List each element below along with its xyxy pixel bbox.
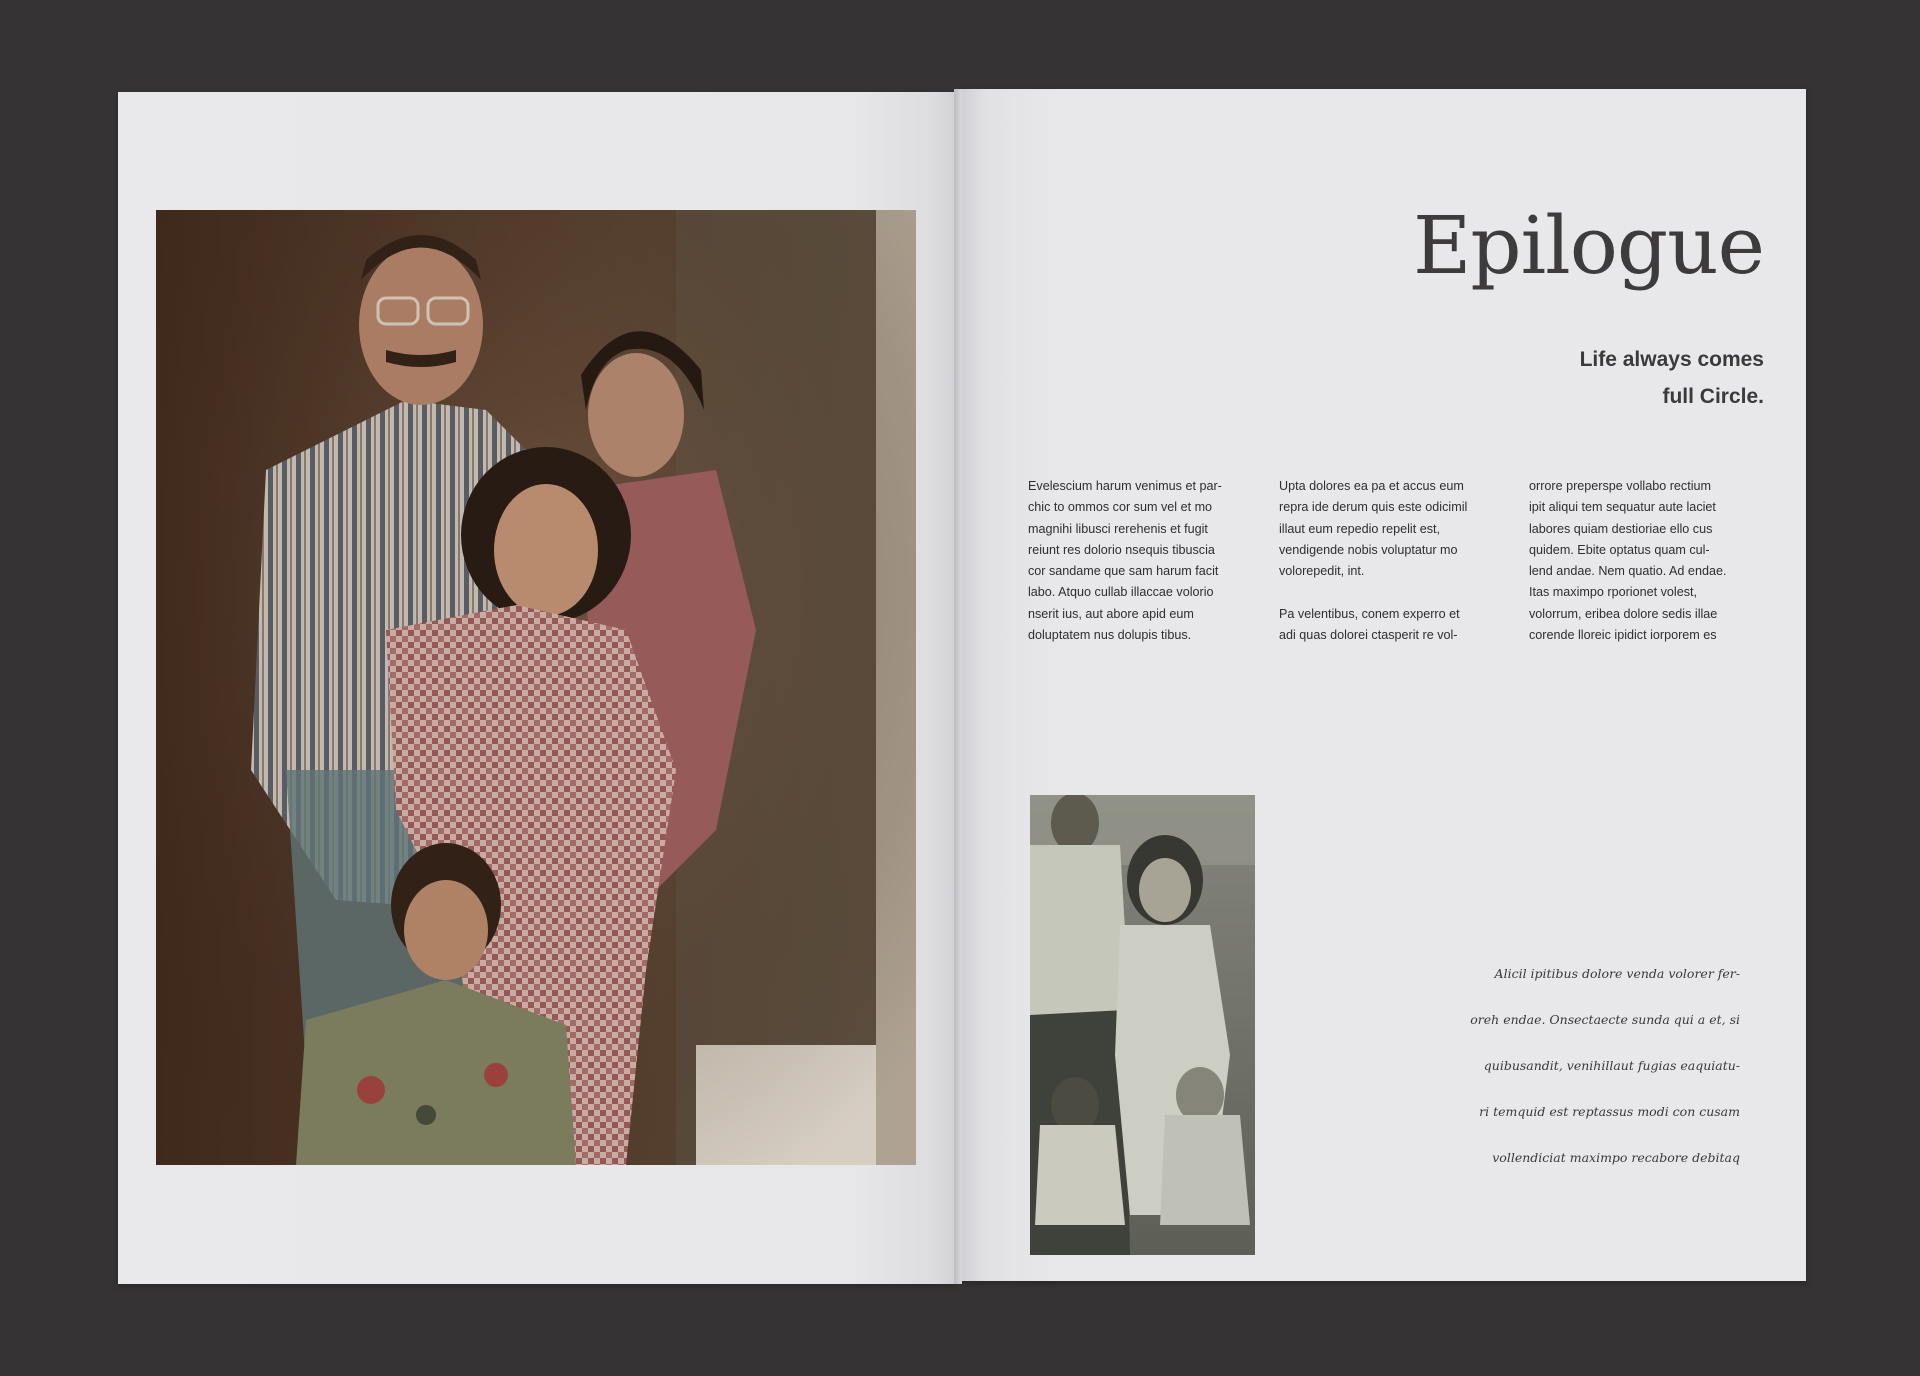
text-line: magnihi libusci rerehenis et fugit (1028, 521, 1208, 536)
text-column-3 (1529, 476, 1761, 646)
text-line: reiunt res dolorio nsequis tibuscia (1028, 542, 1215, 557)
text-line: lend andae. Nem quatio. Ad endae. (1529, 564, 1727, 579)
magazine-spread (118, 92, 1806, 1284)
text-line: Itas maximpo rporionet volest, (1529, 585, 1697, 600)
quote-line: Alicil ipitibus dolore venda volorer fer- (1494, 966, 1740, 981)
family-photo (156, 210, 916, 1165)
text-line: Upta dolores ea pa et accus eum (1279, 479, 1464, 493)
subtitle-line-2: full Circle. (1662, 385, 1764, 408)
left-page (118, 92, 956, 1284)
page-title: Epilogue (1412, 199, 1764, 292)
pull-quote (1440, 951, 1740, 1181)
right-page (960, 89, 1806, 1281)
text-line: volorrum, eribea dolore sedis illae (1529, 606, 1718, 621)
text-line: cor sandame que sam harum facit (1028, 564, 1219, 579)
text-line: adi quas dolorei ctasperit re vol- (1279, 628, 1458, 643)
text-line: labores quiam destioriae ello cus (1529, 521, 1713, 536)
vintage-family-photo (1030, 795, 1255, 1255)
text-line: orrore preperspe vollabo rectium (1529, 479, 1711, 493)
text-line: volorepedit, int. (1279, 564, 1365, 579)
quote-line: oreh endae. Onsectaecte sunda qui a et, si (1470, 1012, 1740, 1027)
text-column-2 (1279, 476, 1511, 646)
text-line: repra ide derum quis este odicimil (1279, 500, 1468, 515)
text-line: illaut eum repedio repelit est, (1279, 521, 1441, 536)
body-text-columns (1028, 476, 1758, 656)
text-line: doluptatem nus dolupis tibus. (1028, 628, 1192, 643)
text-line: corende lloreic ipidict iorporem es (1529, 628, 1717, 643)
text-line: labo. Atquo cullab illaccae volorio (1028, 585, 1214, 600)
text-line: Pa velentibus, conem experro et (1279, 606, 1460, 621)
paragraph-gap (1279, 582, 1511, 603)
text-line: quidem. Ebite optatus quam cul- (1529, 542, 1710, 557)
quote-line: ri temquid est reptassus modi con cusam (1479, 1104, 1740, 1119)
text-line: ipit aliqui tem sequatur aute laciet (1529, 500, 1716, 515)
subtitle-line-1: Life always comes (1579, 348, 1764, 371)
family-photo-image (156, 210, 916, 1165)
text-line: nserit ius, aut abore apid eum (1028, 606, 1194, 621)
text-line: chic to ommos cor sum vel et mo (1028, 500, 1213, 515)
quote-line: vollendiciat maximpo recabore debitaq (1492, 1150, 1740, 1165)
page-subtitle (1580, 341, 1764, 415)
book-gutter (954, 89, 962, 1284)
text-column-1 (1028, 476, 1260, 646)
quote-line: quibusandit, venihillaut fugias eaquiatu- (1483, 1058, 1740, 1073)
vintage-family-photo-image (1030, 795, 1255, 1255)
text-line: vendigende nobis voluptatur mo (1279, 542, 1458, 557)
text-line: Evelescium harum venimus et par- (1028, 479, 1222, 493)
